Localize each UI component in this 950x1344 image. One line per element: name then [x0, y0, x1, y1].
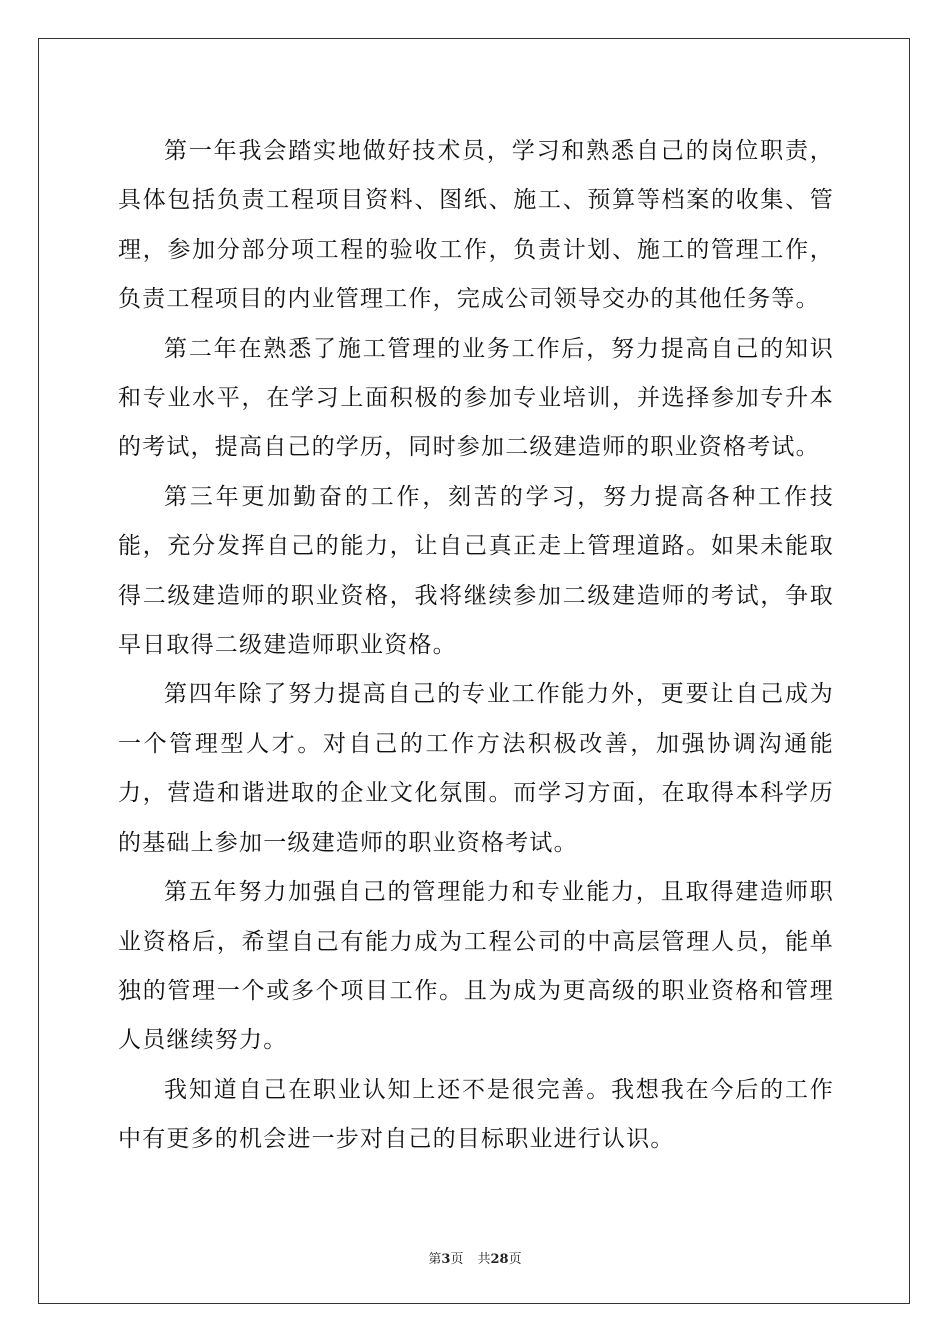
paragraph-year-five: 第五年努力加强自己的管理能力和专业能力，且取得建造师职业资格后，希望自己有能力成为工程公司的中高层管理人员，能单独的管理一个或多个项目工作。且为成为更高级的职业资格和管理人员继续努力。 — [118, 879, 834, 1054]
page-number: 第3页 — [428, 1252, 464, 1267]
paragraph-year-four: 第四年除了努力提高自己的专业工作能力外，更要让自己成为一个管理型人才。对自己的工作方法积极改善，加强协调沟通能力，营造和谐进取的企业文化氛围。而学习方面，在取得本科学历的基础上参加一级建造师的职业资格考试。 — [118, 681, 834, 856]
paragraph-year-two: 第二年在熟悉了施工管理的业务工作后，努力提高自己的知识和专业水平，在学习上面积极的参加专业培训，并选择参加专升本的考试，提高自己的学历，同时参加二级建造师的职业资格考试。 — [118, 335, 834, 461]
document-body — [118, 127, 834, 1165]
page-total: 共28页 — [477, 1252, 522, 1267]
paragraph-conclusion: 我知道自己在职业认知上还不是很完善。我想我在今后的工作中有更多的机会进一步对自己的目标职业进行认识。 — [118, 1076, 834, 1153]
page-footer — [0, 1248, 950, 1267]
paragraph-year-three: 第三年更加勤奋的工作，刻苦的学习，努力提高各种工作技能，充分发挥自己的能力，让自己真正走上管理道路。如果未能取得二级建造师的职业资格，我将继续参加二级建造师的考试，争取早日取得二级建造师职业资格。 — [118, 483, 834, 659]
paragraph-year-one: 第一年我会踏实地做好技术员，学习和熟悉自己的岗位职责，具体包括负责工程项目资料、图纸、施工、预算等档案的收集、管理，参加分部分项工程的验收工作，负责计划、施工的管理工作，负责工程项目的内业管理工作，完成公司领导交办的其他任务等。 — [118, 138, 834, 313]
